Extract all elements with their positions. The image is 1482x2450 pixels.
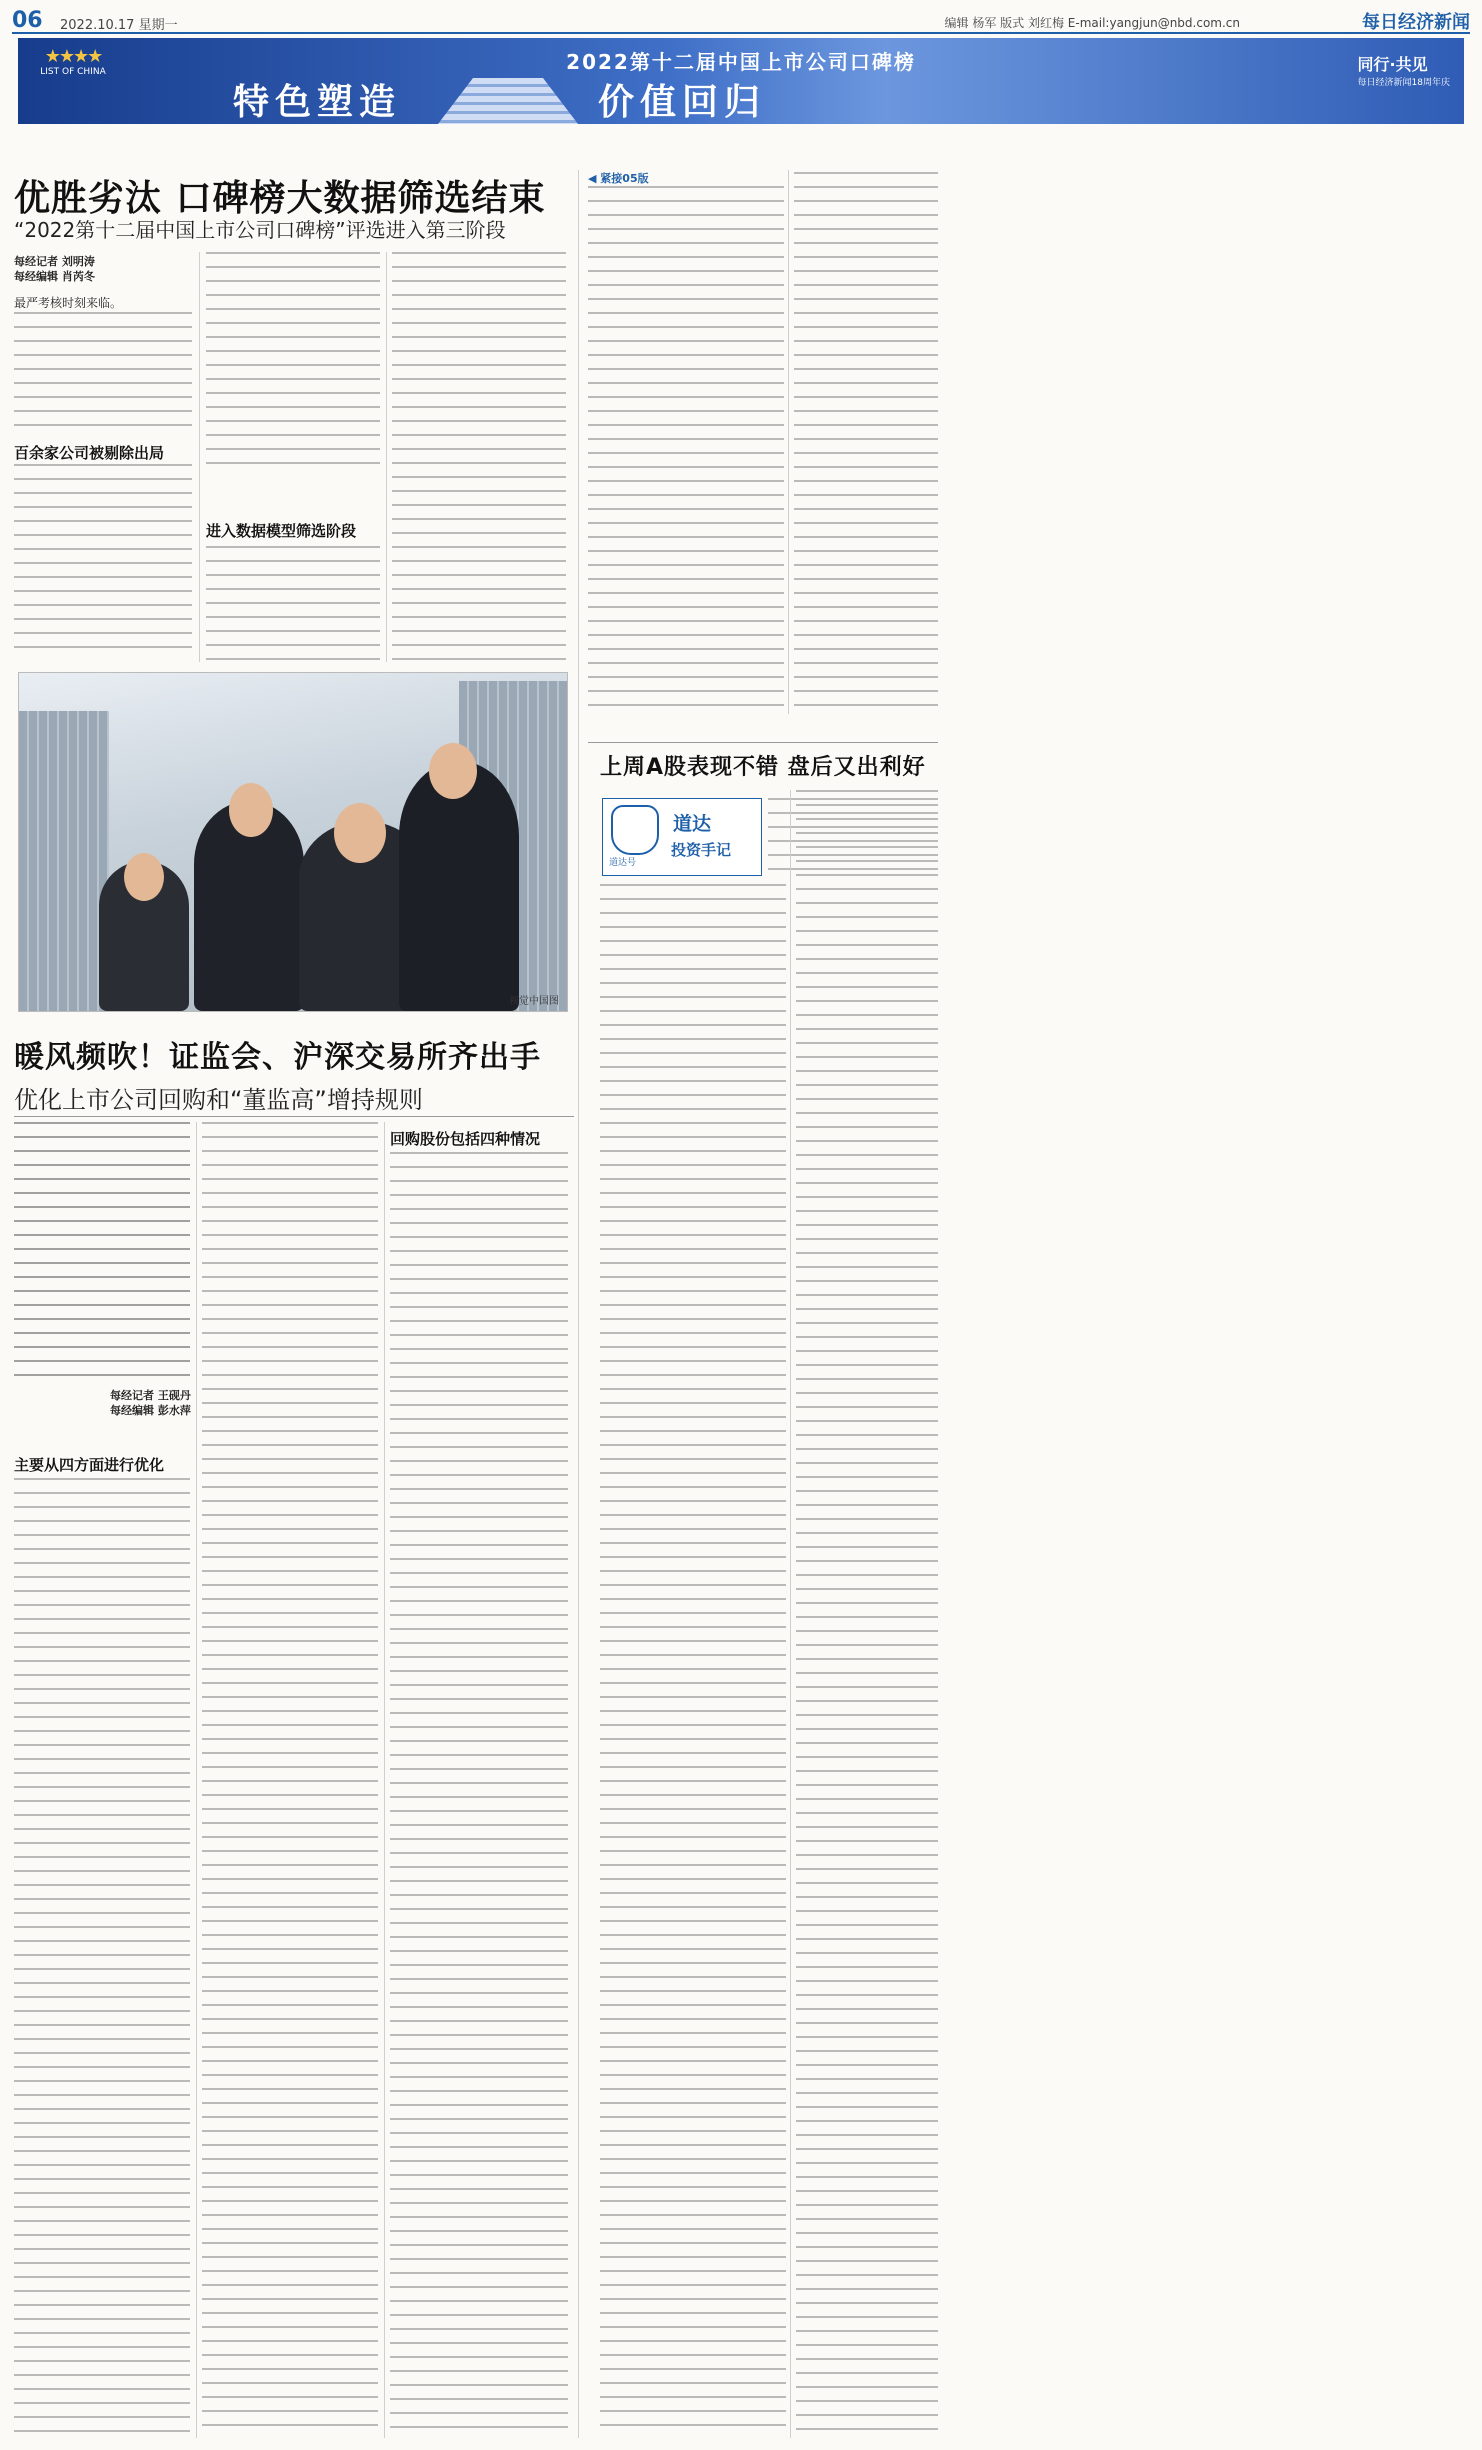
article1-intro: 最严考核时刻来临。: [14, 296, 123, 310]
article1-col3-text: [392, 252, 566, 660]
article2-subheadline: 优化上市公司回购和“董监高”增持规则: [14, 1086, 423, 1114]
article1-col2-text-b: [206, 546, 380, 660]
article2-col1-text: [14, 1478, 190, 2436]
column-rule: [384, 1122, 385, 2438]
person-figure: [399, 761, 519, 1011]
editor-credits: 编辑 杨军 版式 刘红梅 E-mail:yangjun@nbd.com.cn: [944, 16, 1240, 30]
anniversary-brand-sub: 每日经济新闻18周年庆: [1357, 78, 1450, 88]
person-head: [124, 853, 164, 901]
column-title: 投资手记: [671, 841, 732, 859]
article3-col2-text: [796, 790, 938, 2436]
issue-date: 2022.10.17 星期一: [60, 18, 178, 33]
stairs-graphic: [438, 78, 578, 124]
building-graphic: [19, 711, 109, 1011]
article2-headline: 暖风频吹！证监会、沪深交易所齐出手: [14, 1040, 541, 1075]
banner-slogan-right: 价值回归: [598, 82, 767, 123]
continued-col1-text: [588, 186, 784, 712]
campaign-banner: [18, 38, 1464, 124]
article2-reporter: 每经记者 王砚丹: [110, 1389, 191, 1402]
column-rule: [788, 170, 789, 714]
banner-title: 2022第十二届中国上市公司口碑榜: [566, 50, 916, 74]
business-team-photo: [18, 672, 568, 1012]
article1-headline: 优胜劣汰 口碑榜大数据筛选结束: [14, 178, 546, 219]
continued-marker: ◀ 紧接05版: [588, 172, 649, 185]
column-name: 道达: [673, 813, 712, 835]
column-rule: [196, 1122, 197, 2438]
article1-section2: 进入数据模型筛选阶段: [206, 522, 357, 540]
page-number: 06: [12, 8, 43, 33]
article2-editor: 每经编辑 彭水萍: [110, 1404, 191, 1417]
article1-editor: 每经编辑 肖芮冬: [14, 270, 95, 283]
column-rule: [790, 790, 791, 2438]
stars-icon: ★★★★: [44, 46, 102, 67]
column-rule: [199, 252, 200, 662]
article1-col2-text-a: [206, 252, 380, 474]
column-rule: [578, 170, 579, 2438]
column-rule: [386, 252, 387, 662]
section-divider: [588, 742, 938, 743]
photo-credit: 视觉中国图: [509, 996, 559, 1007]
columnist-portrait-icon: [611, 805, 659, 855]
article1-byline: [14, 254, 95, 284]
person-head: [429, 743, 477, 799]
article3-headline: 上周A股表现不错 盘后又出利好: [600, 755, 926, 780]
person-head: [229, 783, 273, 837]
article2-section1: 主要从四方面进行优化: [14, 1456, 165, 1474]
article2-section2: 回购股份包括四种情况: [390, 1130, 541, 1148]
article1-col1-text-b: [14, 464, 192, 660]
column-tag: 道达号: [609, 858, 637, 868]
masthead: [12, 8, 1470, 34]
continued-col2-text: [794, 172, 938, 710]
newspaper-brand: 每日经济新闻: [1362, 12, 1470, 33]
banner-logo-text: LIST OF CHINA: [40, 67, 106, 77]
article3-col1-text-b: [600, 884, 786, 2434]
anniversary-brand-title: 同行·共见: [1357, 55, 1428, 74]
article1-reporter: 每经记者 刘明涛: [14, 255, 95, 268]
article2-byline: [110, 1388, 191, 1418]
column-avatar: [602, 798, 762, 876]
section-divider: [14, 1116, 574, 1117]
article1-subheadline: “2022第十二届中国上市公司口碑榜”评选进入第三阶段: [14, 218, 506, 242]
article1-col1-text-a: [14, 312, 192, 434]
anniversary-brand: [1358, 52, 1450, 88]
article2-col2-text: [202, 1122, 378, 2436]
article2-col3-text: [390, 1152, 568, 2436]
person-head: [334, 803, 386, 863]
article1-section1: 百余家公司被剔除出局: [14, 444, 165, 462]
banner-slogan-left: 特色塑造: [233, 82, 402, 123]
article2-lead-text: [14, 1122, 190, 1376]
